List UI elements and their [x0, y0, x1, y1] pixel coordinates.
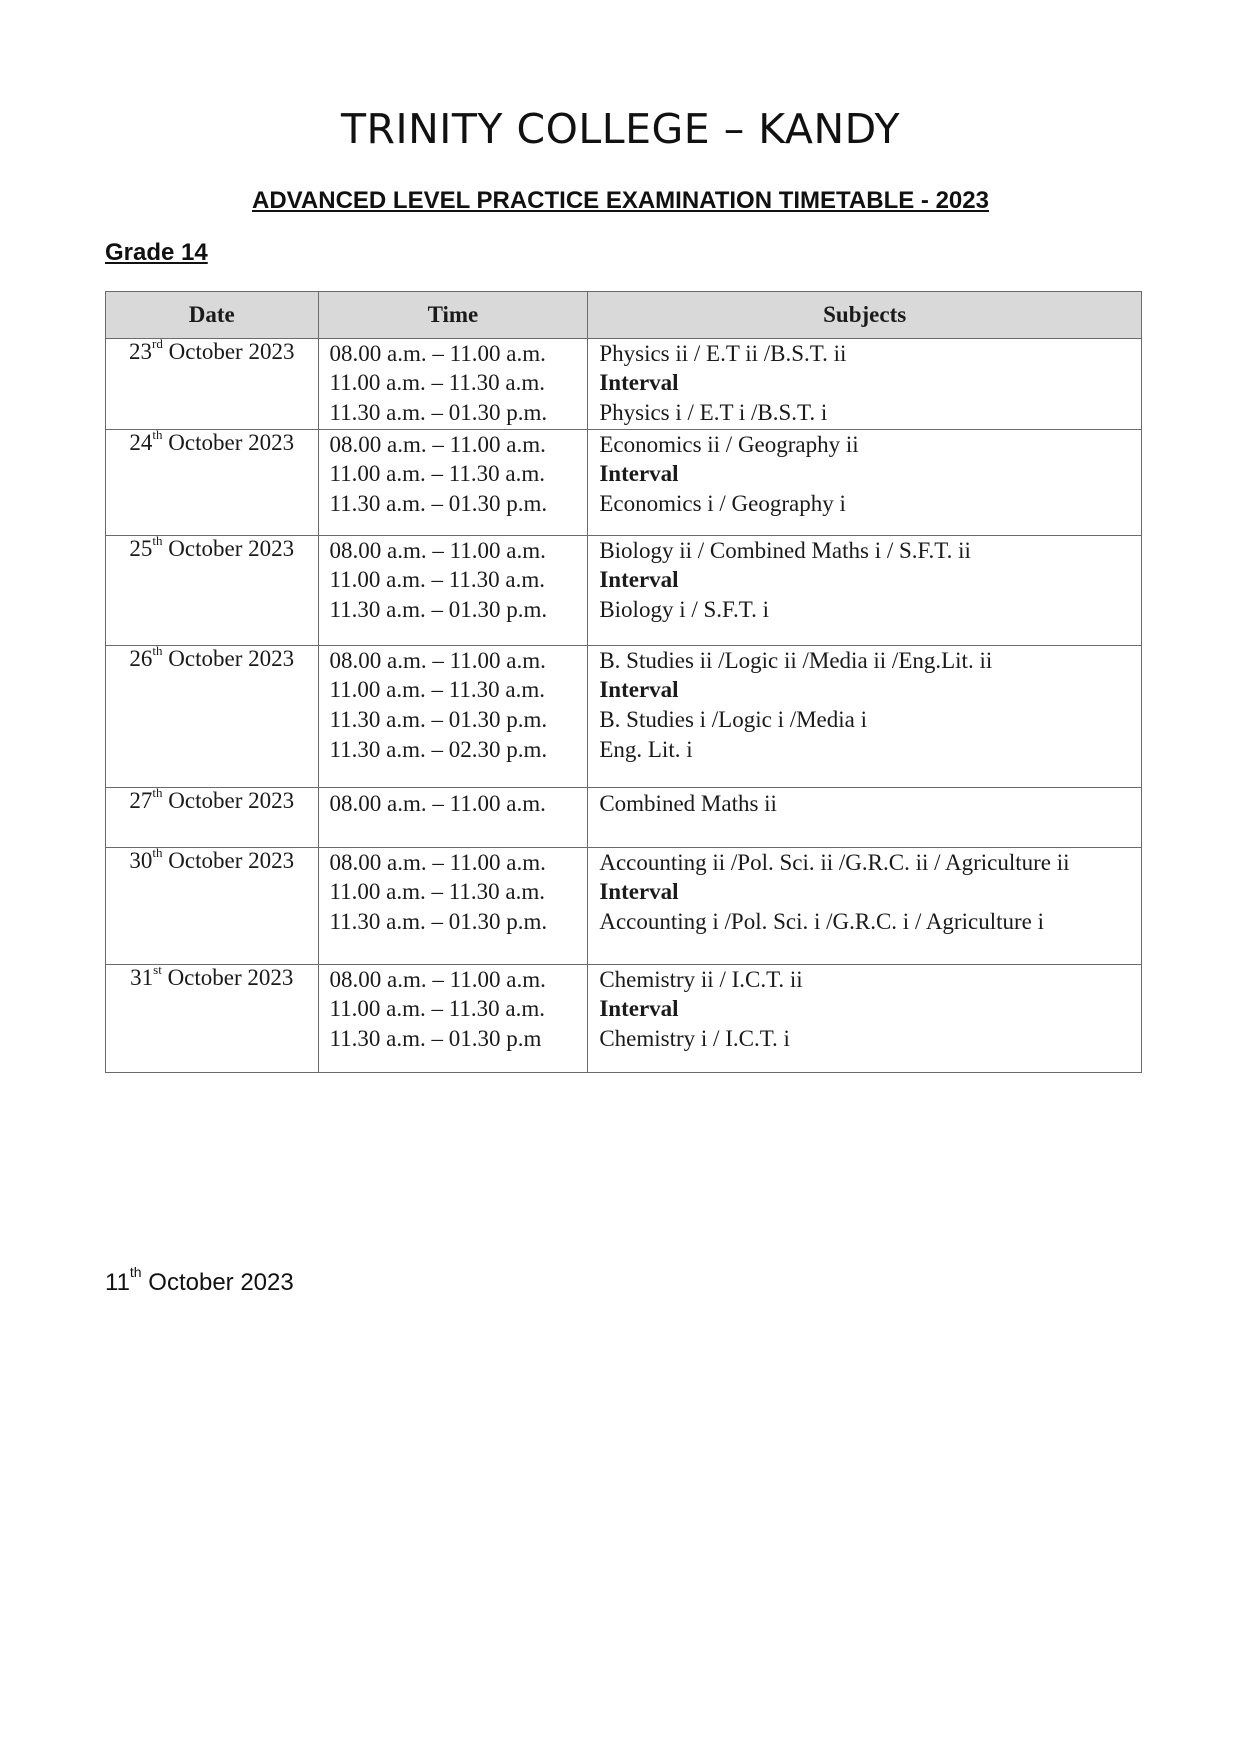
- page-title: TRINITY COLLEGE – KANDY: [341, 105, 900, 153]
- issue-date-day: 11: [105, 1269, 130, 1296]
- subject-entry: B. Studies i /Logic i /Media i: [599, 707, 868, 732]
- date-suffix: st: [153, 962, 162, 977]
- grade-heading: Grade 14: [105, 239, 208, 266]
- date-suffix: th: [152, 785, 163, 800]
- subject-entry: Physics i / E.T i /B.S.T. i: [599, 400, 828, 425]
- date-cell: [106, 643, 319, 788]
- subject-entry: Accounting i /Pol. Sci. i /G.R.C. i / Agriculture i: [599, 909, 1044, 934]
- time-slot: 11.00 a.m. – 11.30 a.m.: [329, 461, 546, 486]
- subject-cell: [588, 788, 1142, 848]
- date-month-year: October 2023: [168, 430, 295, 455]
- time-slot: 11.30 a.m. – 01.30 p.m.: [329, 491, 548, 516]
- issue-date-month-year: October 2023: [148, 1269, 294, 1296]
- date-month-year: October 2023: [168, 536, 295, 561]
- time-slot: 08.00 a.m. – 11.00 a.m.: [329, 341, 546, 366]
- time-slot: 08.00 a.m. – 11.00 a.m.: [329, 538, 546, 563]
- subject-cell: [588, 339, 1142, 430]
- subject-entry: Combined Maths ii: [599, 791, 777, 816]
- issue-date: [105, 1264, 294, 1298]
- time-slot: 11.30 a.m. – 01.30 p.m.: [329, 597, 548, 622]
- time-slot: 11.00 a.m. – 11.30 a.m.: [329, 677, 546, 702]
- exam-timetable: [105, 291, 1142, 1073]
- date-day: 27: [129, 788, 153, 813]
- time-cell: [318, 646, 588, 788]
- date-day: 23: [129, 339, 153, 364]
- subject-entry: Biology i / S.F.T. i: [599, 597, 769, 622]
- table-row: [106, 430, 1142, 536]
- time-cell: [318, 788, 588, 848]
- date-cell: [106, 533, 319, 646]
- date-suffix: th: [152, 845, 163, 860]
- time-cell: [318, 430, 588, 536]
- subject-entry: B. Studies ii /Logic ii /Media ii /Eng.Lit. ii: [599, 648, 993, 673]
- interval-label: Interval: [599, 996, 679, 1021]
- time-slot: 08.00 a.m. – 11.00 a.m.: [329, 791, 546, 816]
- table-row: [106, 965, 1142, 1073]
- subject-entry: Physics ii / E.T ii /B.S.T. ii: [599, 341, 847, 366]
- date-cell: [106, 336, 319, 430]
- subject-cell: [588, 848, 1142, 965]
- subject-entry: Biology ii / Combined Maths i / S.F.T. ii: [599, 538, 971, 563]
- subject-entry: Chemistry ii / I.C.T. ii: [599, 967, 803, 992]
- subject-cell: [588, 430, 1142, 536]
- time-slot: 11.30 a.m. – 01.30 p.m.: [329, 909, 548, 934]
- table-row: [106, 646, 1142, 788]
- date-cell: [106, 845, 319, 965]
- issue-date-suffix: th: [129, 1264, 142, 1280]
- subject-cell: [588, 965, 1142, 1073]
- subject-entry: Economics i / Geography i: [599, 491, 846, 516]
- subject-cell: [588, 536, 1142, 646]
- table-row: [106, 848, 1142, 965]
- time-slot: 11.30 a.m. – 01.30 p.m: [329, 1026, 542, 1051]
- time-slot: 11.00 a.m. – 11.30 a.m.: [329, 370, 546, 395]
- date-month-year: October 2023: [168, 646, 295, 671]
- date-cell: [106, 785, 319, 848]
- table-row: [106, 788, 1142, 848]
- table-row: [106, 536, 1142, 646]
- time-slot: 11.00 a.m. – 11.30 a.m.: [329, 567, 546, 592]
- column-header-subjects: Subjects: [588, 292, 1142, 339]
- time-slot: 08.00 a.m. – 11.00 a.m.: [329, 648, 546, 673]
- subject-entry: Accounting ii /Pol. Sci. ii /G.R.C. ii / Agriculture ii: [599, 850, 1070, 875]
- date-suffix: th: [152, 533, 163, 548]
- interval-label: Interval: [599, 879, 679, 904]
- subject-entry: Economics ii / Geography ii: [599, 432, 859, 457]
- interval-label: Interval: [599, 461, 679, 486]
- time-slot: 11.00 a.m. – 11.30 a.m.: [329, 879, 546, 904]
- subject-entry: Chemistry i / I.C.T. i: [599, 1026, 790, 1051]
- subject-cell: [588, 646, 1142, 788]
- column-header-date: Date: [106, 292, 319, 339]
- date-day: 24: [129, 430, 153, 455]
- time-slot: 11.30 a.m. – 02.30 p.m.: [329, 737, 548, 762]
- table-header-row: [106, 292, 1142, 339]
- date-month-year: October 2023: [168, 788, 295, 813]
- date-cell: [106, 427, 319, 536]
- date-month-year: October 2023: [168, 339, 295, 364]
- interval-label: Interval: [599, 677, 679, 702]
- date-cell: [106, 962, 319, 1073]
- date-day: 25: [129, 536, 153, 561]
- date-suffix: rd: [152, 336, 163, 351]
- subject-entry: Eng. Lit. i: [599, 737, 693, 762]
- time-cell: [318, 536, 588, 646]
- time-slot: 11.30 a.m. – 01.30 p.m.: [329, 400, 548, 425]
- date-month-year: October 2023: [168, 848, 295, 873]
- time-cell: [318, 848, 588, 965]
- time-cell: [318, 965, 588, 1073]
- table-row: [106, 339, 1142, 430]
- column-header-time: Time: [318, 292, 588, 339]
- time-slot: 11.30 a.m. – 01.30 p.m.: [329, 707, 548, 732]
- date-suffix: th: [152, 427, 163, 442]
- date-suffix: th: [152, 643, 163, 658]
- date-month-year: October 2023: [167, 965, 294, 990]
- date-day: 31: [130, 965, 154, 990]
- time-slot: 08.00 a.m. – 11.00 a.m.: [329, 967, 546, 992]
- time-slot: 08.00 a.m. – 11.00 a.m.: [329, 432, 546, 457]
- date-day: 26: [129, 646, 153, 671]
- interval-label: Interval: [599, 567, 679, 592]
- timetable-subtitle: ADVANCED LEVEL PRACTICE EXAMINATION TIMETABLE - 2023: [252, 187, 989, 214]
- time-cell: [318, 339, 588, 430]
- interval-label: Interval: [599, 370, 679, 395]
- time-slot: 11.00 a.m. – 11.30 a.m.: [329, 996, 546, 1021]
- date-day: 30: [129, 848, 153, 873]
- time-slot: 08.00 a.m. – 11.00 a.m.: [329, 850, 546, 875]
